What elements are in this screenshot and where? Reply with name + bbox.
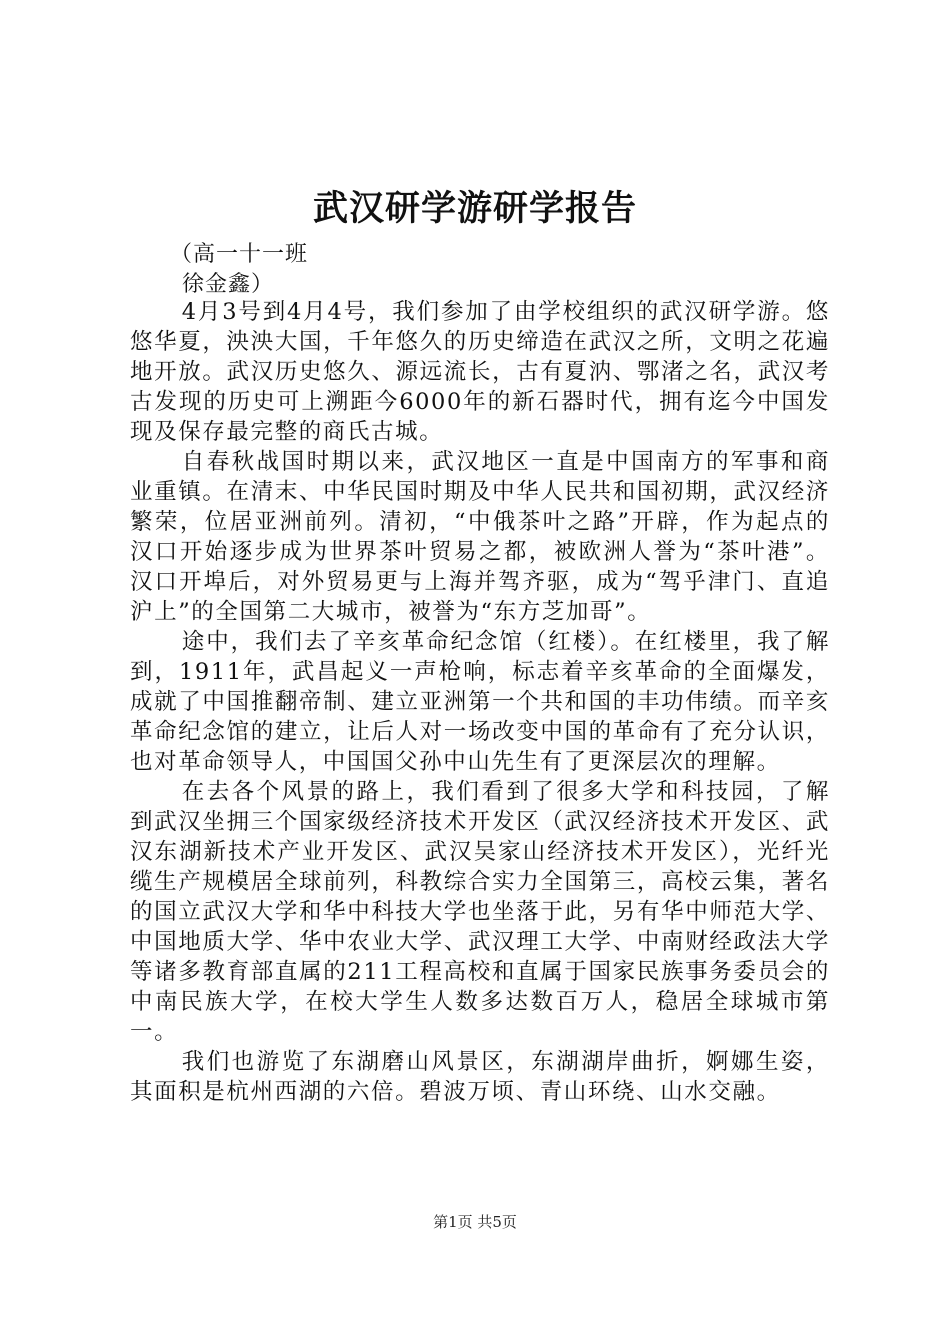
paragraph: 我们也游览了东湖磨山风景区，东湖湖岸曲折，婀娜生姿，其面积是杭州西湖的六倍。碧波万顷、青山环绕、山水交融。 (130, 1049, 830, 1105)
document-title: 武汉研学游研学报告 (312, 188, 637, 229)
paragraph: 4月3号到4月4号，我们参加了由学校组织的武汉研学游。悠悠华夏，泱泱大国，千年悠久的历史缔造在武汉之所，文明之花遍地开放。武汉历史悠久、源远流长，古有夏汭、鄂渚之名，武汉考古发现的历史可上溯距今6000年的新石器时代，拥有迄今中国发现及保存最完整的商氏古城。 (130, 299, 830, 445)
class-line: （高一十一班 (170, 242, 309, 267)
paragraph: 自春秋战国时期以来，武汉地区一直是中国南方的军事和商业重镇。在清末、中华民国时期及中华人民共和国初期，武汉经济繁荣，位居亚洲前列。清初，“中俄茶叶之路”开辟，作为起点的汉口开始逐步成为世界茶叶贸易之都，被欧洲人誉为“茶叶港”。汉口开埠后，对外贸易更与上海并驾齐驱，成为“驾乎津门、直追沪上”的全国第二大城市，被誉为“东方芝加哥”。 (130, 449, 830, 625)
paragraph: 在去各个风景的路上，我们看到了很多大学和科技园，了解到武汉坐拥三个国家级经济技术开发区（武汉经济技术开发区、武汉东湖新技术产业开发区、武汉吴家山经济技术开发区），光纤光缆生产规模居全球前列，科教综合实力全国第三，高校云集，著名的国立武汉大学和华中科技大学也坐落于此，另有华中师范大学、中国地质大学、华中农业大学、武汉理工大学、中南财经政法大学等诸多教育部直属的211工程高校和直属于国家民族事务委员会的中南民族大学，在校大学生人数多达数百万人，稳居全球城市第一。 (130, 779, 830, 1045)
page-footer: 第1页 共5页 (433, 1213, 517, 1231)
report-body (130, 297, 830, 1107)
paragraph: 途中，我们去了辛亥革命纪念馆（红楼）。在红楼里，我了解到，1911年，武昌起义一声枪响，标志着辛亥革命的全面爆发，成就了中国推翻帝制、建立亚洲第一个共和国的丰功伟绩。而辛亥革命纪念馆的建立，让后人对一场改变中国的革命有了充分认识，也对革命领导人，中国国父孙中山先生有了更深层次的理解。 (130, 629, 830, 775)
author-line: 徐金鑫） (182, 272, 275, 297)
